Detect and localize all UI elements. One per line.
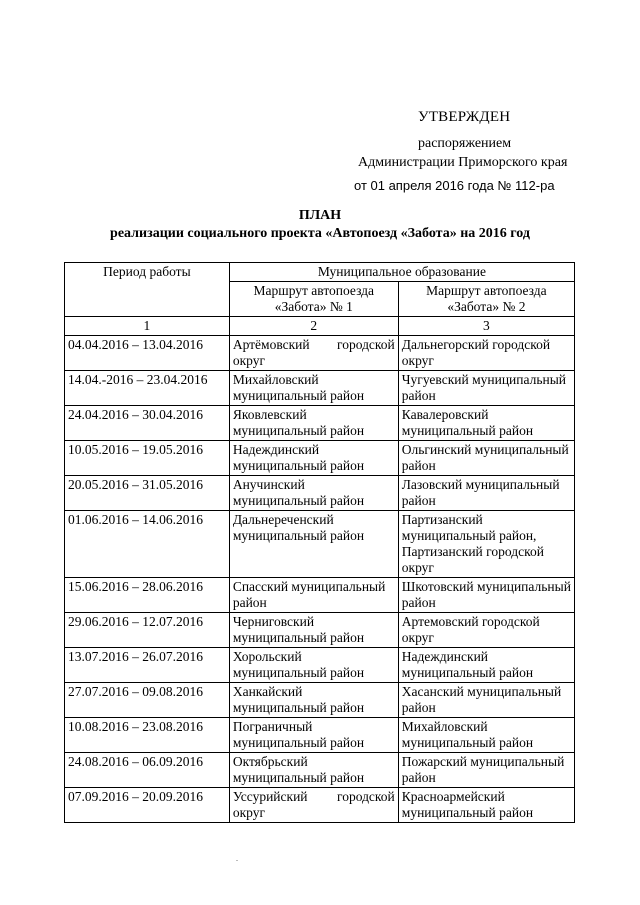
table-row [65,648,575,683]
period-cell: 24.08.2016 – 06.09.2016 [65,753,230,788]
route-1-cell: Дальнереченский муниципальный район [229,511,398,578]
route-1-cell: Уссурийский городской округ [229,788,398,823]
route-2-cell: Ольгинский муниципальный район [398,441,574,476]
route-1-cell: Надеждинский муниципальный район [229,441,398,476]
route-1-cell: Хорольский муниципальный район [229,648,398,683]
route-2-cell: Пожарский муниципальный район [398,753,574,788]
document-subtitle: реализации социального проекта «Автопоезд «Забота» на 2016 год [110,226,530,241]
route-2-cell: Красноармейский муниципальный район [398,788,574,823]
period-cell: 01.06.2016 – 14.06.2016 [65,511,230,578]
header-period: Период работы [65,263,230,317]
route-1-cell: Анучинский муниципальный район [229,476,398,511]
document-title: ПЛАН [298,208,342,223]
plan-table [64,262,575,823]
table-row [65,476,575,511]
table-row [65,578,575,613]
route-1-cell: Михайловский муниципальный район [229,371,398,406]
table-row [65,336,575,371]
period-cell: 29.06.2016 – 12.07.2016 [65,613,230,648]
header-route-2: Маршрут автопоезда «Забота» № 2 [398,282,574,317]
table-row [65,718,575,753]
route-1-cell: Октябрьский муниципальный район [229,753,398,788]
period-cell: 15.06.2016 – 28.06.2016 [65,578,230,613]
table-row [65,753,575,788]
table-row [65,613,575,648]
route-1-cell: Спасский муниципальный район [229,578,398,613]
period-cell: 07.09.2016 – 20.09.2016 [65,788,230,823]
route-2-cell: Хасанский муниципальный район [398,683,574,718]
period-cell: 04.04.2016 – 13.04.2016 [65,336,230,371]
period-cell: 27.07.2016 – 09.08.2016 [65,683,230,718]
route-2-cell: Михайловский муниципальный район [398,718,574,753]
table-row [65,683,575,718]
period-cell: 14.04.-2016 – 23.04.2016 [65,371,230,406]
route-2-cell: Шкотовский муниципальный район [398,578,574,613]
route-1-cell: Пограничный муниципальный район [229,718,398,753]
approval-heading: УТВЕРЖДЕН [418,109,511,125]
route-2-cell: Лазовский муниципальный район [398,476,574,511]
route-2-cell: Чугуевский муниципальный район [398,371,574,406]
table-row [65,441,575,476]
route-2-cell: Партизанский муниципальный район, Партизанский городской округ [398,511,574,578]
column-number-3: 3 [398,317,574,336]
route-2-cell: Дальнегорский городской округ [398,336,574,371]
period-cell: 20.05.2016 – 31.05.2016 [65,476,230,511]
period-cell: 24.04.2016 – 30.04.2016 [65,406,230,441]
route-1-cell: Черниговский муниципальный район [229,613,398,648]
route-2-cell: Кавалеровский муниципальный район [398,406,574,441]
route-2-cell: Артемовский городской округ [398,613,574,648]
route-2-cell: Надеждинский муниципальный район [398,648,574,683]
route-1-cell: Ханкайский муниципальный район [229,683,398,718]
approval-date-number: от 01 апреля 2016 года № 112-ра [354,178,555,193]
header-municipality: Муниципальное образование [229,263,574,282]
header-route-1: Маршрут автопоезда «Забота» № 1 [229,282,398,317]
approval-line-2: Администрации Приморского края [358,155,568,170]
column-number-1: 1 [65,317,230,336]
column-number-2: 2 [229,317,398,336]
route-1-cell: Артёмовский городской округ [229,336,398,371]
route-1-cell: Яковлевский муниципальный район [229,406,398,441]
scan-mark [236,860,238,861]
table-row [65,371,575,406]
period-cell: 10.05.2016 – 19.05.2016 [65,441,230,476]
table-row [65,406,575,441]
period-cell: 10.08.2016 – 23.08.2016 [65,718,230,753]
approval-line-1: распоряжением [418,136,512,151]
table-row [65,788,575,823]
table-row [65,511,575,578]
period-cell: 13.07.2016 – 26.07.2016 [65,648,230,683]
